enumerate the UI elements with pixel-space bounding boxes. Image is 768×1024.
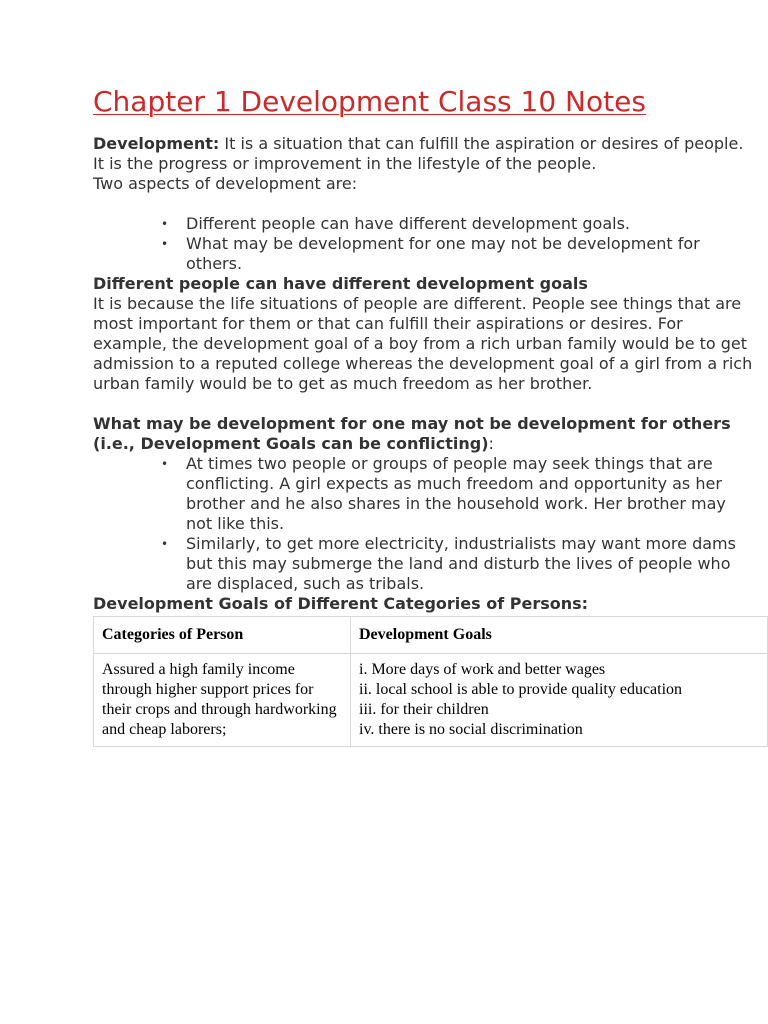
development-definition [93,134,753,174]
table-cell-goals [351,654,768,747]
definition-term: Development: [93,134,220,153]
section1-body: It is because the life situations of people are different. People see things that are most important for them or that can fulfill their aspirations or desires. For example, the development goal of a boy from a rich urban family would be to get admission to a reputed college whereas the development goal of a girl from a rich urban family would be to get as much freedom as her brother. [93,294,753,393]
document-page [93,86,753,747]
section2-heading [93,414,753,454]
bullet-icon: • [161,457,169,471]
goal-line: iv. there is no social discrimination [359,721,583,738]
list-item [93,534,753,594]
table-header-row [94,617,768,654]
list-item-text: At times two people or groups of people may seek things that are conflicting. A girl expects as much freedom and opportunity as her brother and he also shares in the household work. Her brother may not like this. [186,454,726,533]
definition-text: It is a situation that can fulfill the aspiration or desires of people. It is the progress or improvement in the lifestyle of the people. [93,134,744,173]
bullet-icon: • [161,217,169,231]
table-header-cell: Development Goals [351,617,768,654]
section3-heading: Development Goals of Different Categories of Persons: [93,594,589,613]
aspects-lead: Two aspects of development are: [93,174,358,193]
table-header-cell: Categories of Person [94,617,351,654]
goal-line: i. More days of work and better wages [359,661,606,678]
goals-table [93,616,768,747]
bullet-icon: • [161,237,169,251]
conflict-list [93,454,753,594]
section1-heading: Different people can have different development goals [93,274,588,293]
bullet-icon: • [161,537,169,551]
list-item-text: Similarly, to get more electricity, industrialists may want more dams but this may submerge the land and disturb the lives of people who are displaced, such as tribals. [186,534,736,593]
table-row [94,654,768,747]
goal-line: ii. local school is able to provide quality education [359,681,683,698]
list-item-text: Different people can have different development goals. [186,214,630,233]
section2-heading-suffix: : [488,434,494,453]
page-title: Chapter 1 Development Class 10 Notes [93,85,646,118]
table-cell-category: Assured a high family income through higher support prices for their crops and through hardworking and cheap laborers; [94,654,351,747]
aspects-list [93,214,753,274]
list-item-text: What may be development for one may not be development for others. [186,234,700,273]
section2-heading-text: What may be development for one may not be development for others (i.e., Development Goals can be conflicting) [93,414,731,453]
list-item [93,234,753,274]
goal-line: iii. for their children [359,701,489,718]
list-item [93,454,753,534]
list-item [93,214,753,234]
